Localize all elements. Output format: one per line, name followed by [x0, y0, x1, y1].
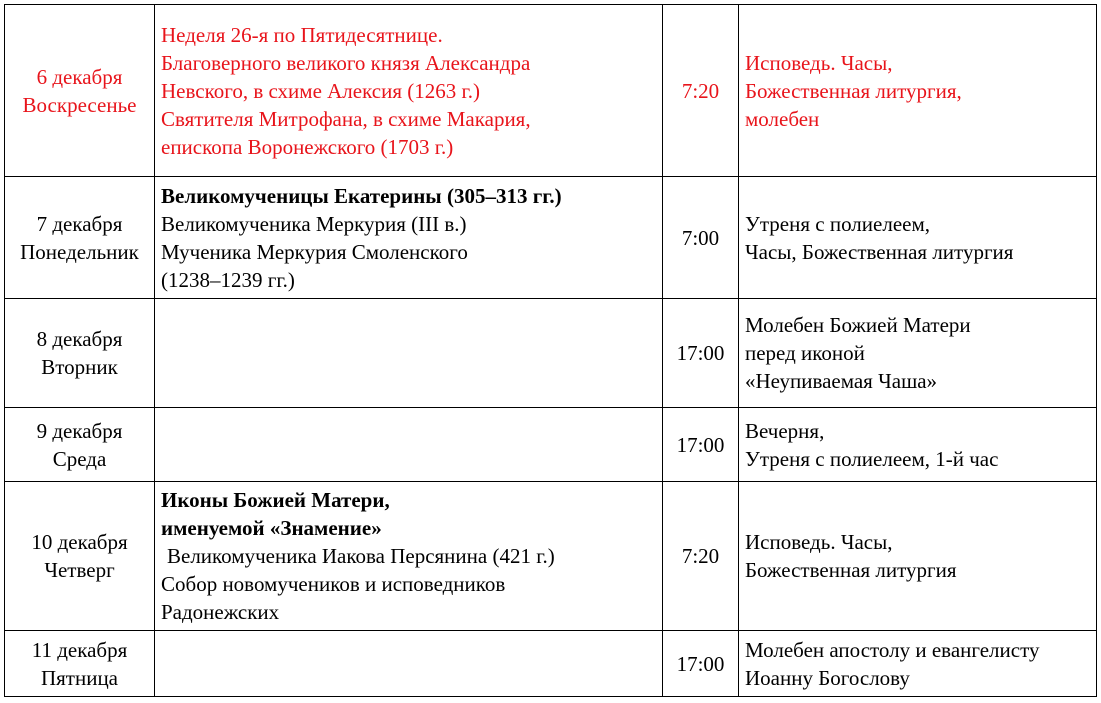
service-line: Иоанну Богослову — [745, 665, 910, 690]
schedule-row — [5, 631, 1097, 697]
feast-line: Мученика Меркурия Смоленского — [161, 239, 468, 264]
service-cell — [739, 482, 1097, 631]
schedule-row — [5, 408, 1097, 482]
service-line: Вечерня, — [745, 418, 825, 443]
time-cell — [663, 299, 739, 408]
service-time: 17:00 — [676, 651, 725, 676]
time-cell — [663, 177, 739, 299]
feast-line: Святителя Митрофана, в схиме Макария, — [161, 106, 531, 131]
service-line: Утреня с полиелеем, 1-й час — [745, 446, 999, 471]
weekday-label: Среда — [52, 446, 107, 471]
weekday-label: Пятница — [40, 665, 119, 690]
feast-cell — [155, 299, 663, 408]
feast-line: Великомученика Иакова Персянина (421 г.) — [167, 544, 555, 568]
time-cell — [663, 408, 739, 482]
date-label: 9 декабря — [36, 418, 123, 443]
service-line: Молебен Божией Матери — [745, 313, 971, 337]
service-cell — [739, 408, 1097, 482]
date-cell — [5, 177, 155, 299]
weekday-label: Понедельник — [20, 239, 139, 264]
time-cell — [663, 631, 739, 697]
service-cell — [739, 5, 1097, 177]
schedule-row — [5, 177, 1097, 299]
service-cell — [739, 299, 1097, 408]
service-line: «Неупиваемая Чаша» — [745, 369, 938, 393]
date-cell — [5, 631, 155, 697]
date-label: 7 декабря — [36, 211, 123, 236]
date-cell — [5, 5, 155, 177]
feast-line: (1238–1239 гг.) — [161, 267, 295, 292]
service-time: 7:20 — [681, 78, 720, 103]
service-cell — [739, 177, 1097, 299]
feast-line: Великомученика Меркурия (III в.) — [161, 211, 467, 236]
service-time: 17:00 — [676, 432, 725, 457]
feast-cell — [155, 408, 663, 482]
date-cell — [5, 299, 155, 408]
feast-line: Неделя 26-я по Пятидесятнице. — [161, 22, 443, 47]
service-line: Божественная литургия, — [745, 78, 962, 103]
time-cell — [663, 5, 739, 177]
time-cell — [663, 482, 739, 631]
feast-line: Благоверного великого князя Александра — [161, 50, 531, 75]
feast-line-bold: именуемой «Знамение» — [161, 516, 382, 540]
service-line: Исповедь. Часы, — [745, 530, 893, 554]
service-time: 7:20 — [681, 544, 720, 568]
date-label: 10 декабря — [31, 530, 128, 554]
feast-cell — [155, 177, 663, 299]
date-cell — [5, 408, 155, 482]
service-schedule-table — [4, 4, 1097, 697]
date-cell — [5, 482, 155, 631]
schedule-row — [5, 482, 1097, 631]
service-line: перед иконой — [745, 341, 865, 365]
feast-cell — [155, 5, 663, 177]
weekday-label: Вторник — [41, 355, 118, 379]
feast-cell — [155, 482, 663, 631]
service-line: Исповедь. Часы, — [745, 50, 893, 75]
feast-line: Невского, в схиме Алексия (1263 г.) — [161, 78, 480, 103]
schedule-row — [5, 5, 1097, 177]
service-line: Молебен апостолу и евангелисту — [745, 637, 1040, 662]
feast-line: Радонежских — [161, 600, 280, 624]
date-label: 11 декабря — [31, 637, 128, 662]
date-label: 8 декабря — [36, 327, 123, 351]
service-line: Часы, Божественная литургия — [745, 239, 1014, 264]
service-time: 7:00 — [681, 225, 720, 250]
service-line: молебен — [745, 106, 820, 131]
feast-cell — [155, 631, 663, 697]
schedule-row — [5, 299, 1097, 408]
feast-line: епископа Воронежского (1703 г.) — [161, 134, 454, 159]
feast-line-bold: Великомученицы Екатерины (305–313 гг.) — [161, 183, 562, 208]
feast-line-bold: Иконы Божией Матери, — [161, 488, 390, 512]
feast-line: Собор новомучеников и исповедников — [161, 572, 506, 596]
date-label: 6 декабря — [36, 64, 123, 89]
service-time: 17:00 — [676, 341, 725, 365]
service-cell — [739, 631, 1097, 697]
weekday-label: Четверг — [44, 558, 115, 582]
service-line: Божественная литургия — [745, 558, 957, 582]
weekday-label: Воскресенье — [22, 92, 137, 117]
service-line: Утреня с полиелеем, — [745, 211, 931, 236]
